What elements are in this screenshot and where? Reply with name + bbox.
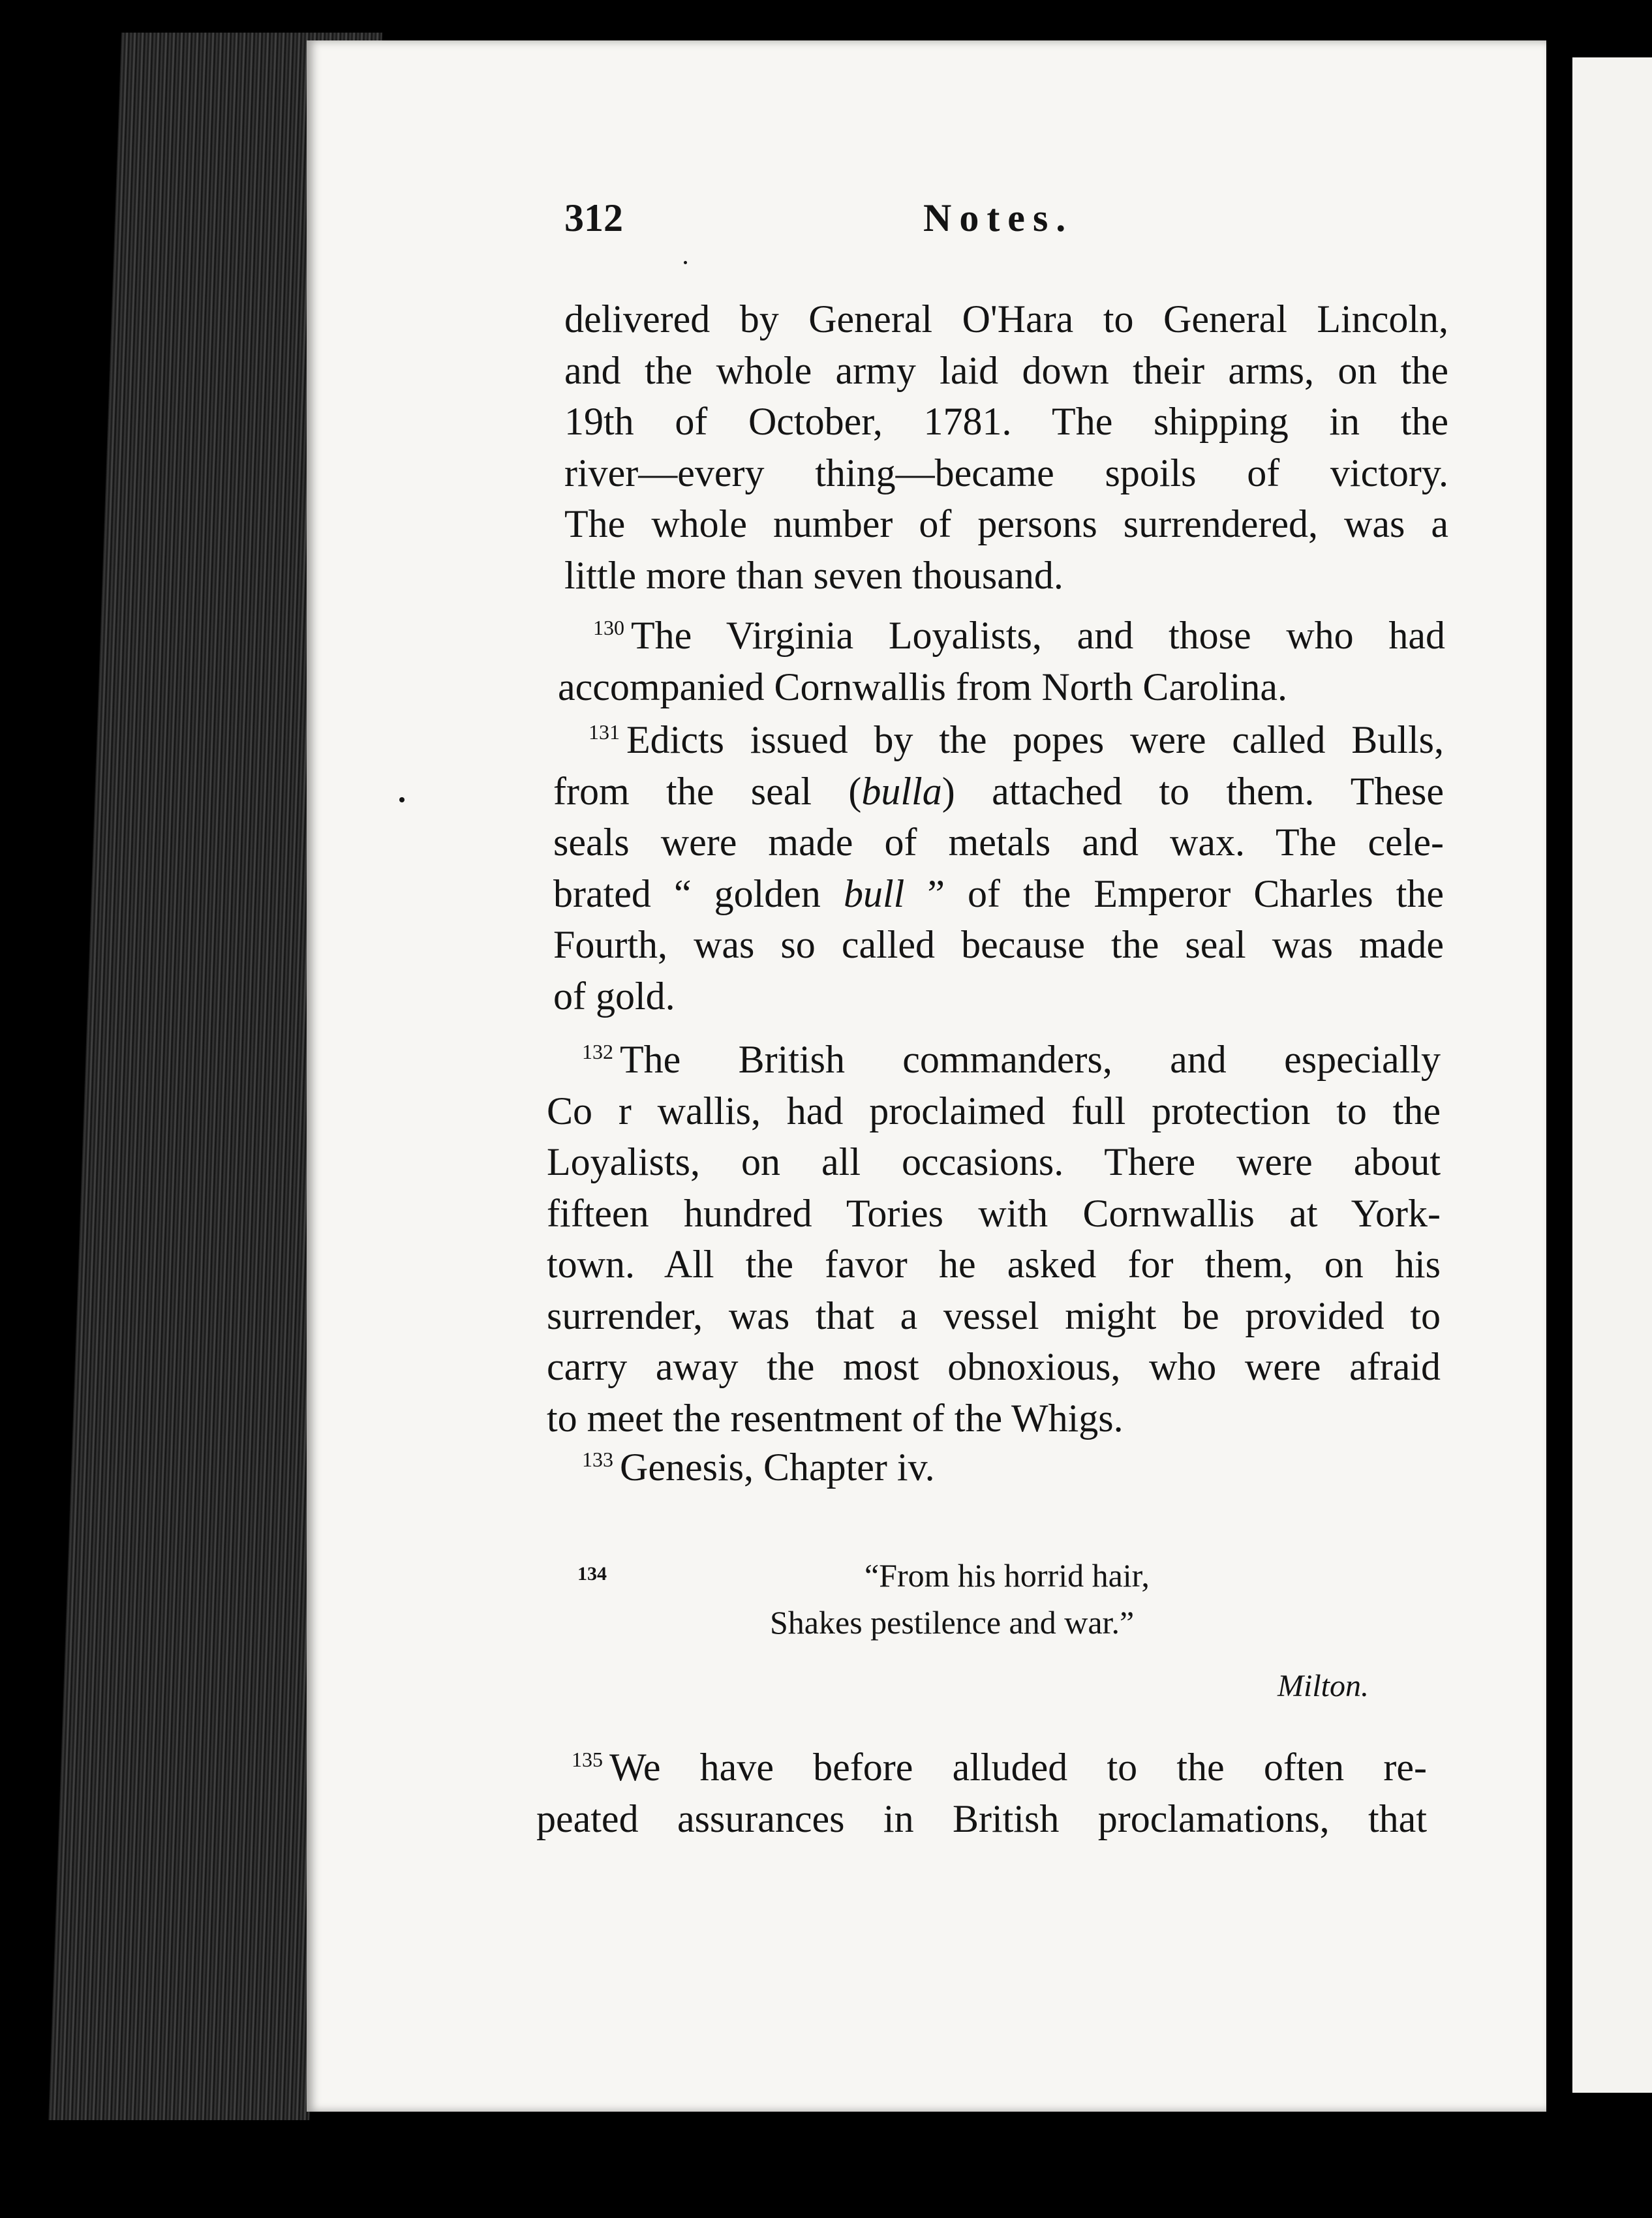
text-line: 19th of October, 1781. The shipping in the <box>564 400 1448 443</box>
text-line: to meet the resentment of the Whigs. <box>547 1396 1124 1440</box>
footnote-number: 131 <box>589 720 620 744</box>
ink-speck <box>399 797 405 802</box>
text-line: Edicts issued by the popes were called Bulls, <box>626 718 1444 761</box>
text-line: The British commanders, and especially <box>620 1038 1441 1081</box>
text-line: accompanied Cornwallis from North Carolina. <box>558 665 1288 708</box>
footnote-number: 133 <box>582 1448 613 1471</box>
text-run: brated “ golden <box>553 872 844 915</box>
text-line: peated assurances in British proclamations, that <box>536 1797 1427 1840</box>
text-line: fifteen hundred Tories with Cornwallis at York- <box>547 1191 1441 1235</box>
italic-word: bulla <box>861 769 942 813</box>
footnote-135 <box>536 1742 1427 1844</box>
text-run: from the seal ( <box>553 769 862 813</box>
text-line: The Virginia Loyalists, and those who had <box>631 614 1445 657</box>
text-run: ” of the Emperor Charles the <box>904 872 1445 915</box>
italic-word: bull <box>843 872 905 915</box>
footnote-number: 135 <box>572 1748 603 1771</box>
text-line: Genesis, Chapter iv. <box>620 1446 935 1489</box>
attribution: Milton. <box>1277 1669 1369 1703</box>
text-line: of gold. <box>553 974 675 1018</box>
footnote-131 <box>553 714 1444 1022</box>
footnote-133 <box>582 1442 1234 1493</box>
text-line: and the whole army laid down their arms, on the <box>564 348 1448 392</box>
verse-line: “From his horrid hair, <box>864 1557 1150 1594</box>
footnote-number: 134 <box>577 1563 607 1585</box>
text-line: town. All the favor he asked for them, on his <box>547 1243 1441 1286</box>
footnote-number: 130 <box>593 616 624 639</box>
text-run: ) attached to them. These <box>941 769 1444 813</box>
running-head: Notes. <box>923 196 1074 239</box>
text-line: The whole number of persons surrendered, was a <box>564 502 1448 545</box>
text-line: carry away the most obnoxious, who were afraid <box>547 1345 1441 1388</box>
facing-page-edge <box>1563 57 1652 2093</box>
page-header <box>564 196 1099 248</box>
text-line: Loyalists, on all occasions. There were about <box>547 1140 1441 1183</box>
footnote-130 <box>558 610 1445 712</box>
continued-note-text <box>564 294 1448 601</box>
text-line: river—every thing—became spoils of victory. <box>564 451 1448 494</box>
text-line: surrender, was that a vessel might be provided to <box>547 1294 1441 1337</box>
text-line: little more than seven thousand. <box>564 553 1063 597</box>
page-number: 312 <box>564 196 623 239</box>
verse-line: Shakes pestilence and war.” <box>770 1604 1135 1641</box>
ink-speck <box>684 261 687 264</box>
footnote-number: 132 <box>582 1040 613 1063</box>
footnote-132 <box>547 1034 1441 1444</box>
text-line: delivered by General O'Hara to General Lincoln, <box>564 297 1448 341</box>
text-line: seals were made of metals and wax. The cele- <box>553 821 1444 864</box>
text-line: We have before alluded to the often re- <box>609 1746 1427 1789</box>
text-line: Co r wallis, had proclaimed full protection to the <box>547 1089 1441 1132</box>
text-line: Fourth, was so called because the seal was made <box>553 923 1444 966</box>
